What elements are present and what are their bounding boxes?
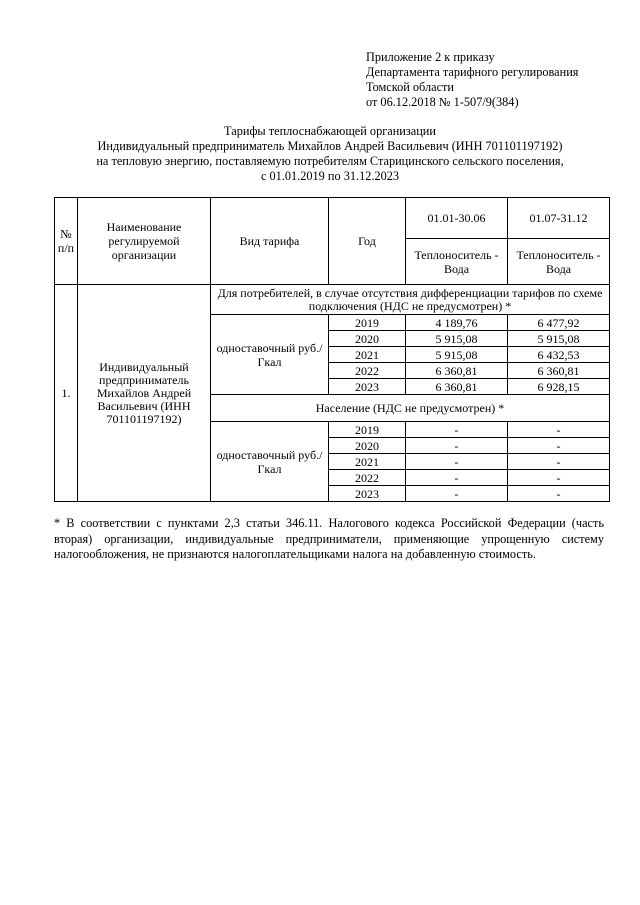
year-cell: 2020 <box>329 331 406 347</box>
header-carrier-1: Теплоноситель - Вода <box>406 239 508 285</box>
value-cell: 6 360,81 <box>508 363 610 379</box>
value-cell: - <box>508 486 610 502</box>
value-cell: - <box>508 470 610 486</box>
title-line: с 01.01.2019 по 31.12.2023 <box>260 169 400 183</box>
value-cell: 6 360,81 <box>406 363 508 379</box>
value-cell: - <box>406 470 508 486</box>
year-cell: 2023 <box>329 486 406 502</box>
appendix-line: от 06.12.2018 № 1-507/9(384) <box>366 95 519 109</box>
value-cell: 5 915,08 <box>406 331 508 347</box>
header-num: № п/п <box>55 198 78 285</box>
header-org: Наименование регулируемой организации <box>78 198 211 285</box>
appendix-line: Приложение 2 к приказу <box>366 50 495 64</box>
document-title <box>40 124 620 184</box>
tariff-type-cell: одноставочный руб./Гкал <box>211 422 329 502</box>
title-line: Тарифы теплоснабжающей организации <box>224 124 436 138</box>
header-period-1: 01.01-30.06 <box>406 198 508 239</box>
appendix-line: Томской области <box>366 80 454 94</box>
year-cell: 2019 <box>329 422 406 438</box>
title-line: на тепловую энергию, поставляемую потребителям Старицинского сельского поселения, <box>96 154 564 168</box>
year-cell: 2021 <box>329 347 406 363</box>
year-cell: 2022 <box>329 363 406 379</box>
tariff-table <box>54 197 610 502</box>
value-cell: - <box>406 422 508 438</box>
year-cell: 2019 <box>329 315 406 331</box>
year-cell: 2022 <box>329 470 406 486</box>
value-cell: 5 915,08 <box>406 347 508 363</box>
appendix-line: Департамента тарифного регулирования <box>366 65 579 79</box>
group1-label-row <box>55 285 610 315</box>
header-carrier-2: Теплоноситель - Вода <box>508 239 610 285</box>
footnote: * В соответствии с пунктами 2,3 статьи 346.11. Налогового кодекса Российской Федерации (часть вторая) организации, индивидуальные предприниматели, применяющие упрощенную систему налогообложения, не признаются налогоплательщиками налога на добавленную стоимость. <box>54 516 604 561</box>
value-cell: - <box>406 486 508 502</box>
group2-label: Население (НДС не предусмотрен) * <box>211 395 610 422</box>
year-cell: 2021 <box>329 454 406 470</box>
tariff-type-cell: одноставочный руб./Гкал <box>211 315 329 395</box>
year-cell: 2023 <box>329 379 406 395</box>
value-cell: - <box>508 454 610 470</box>
value-cell: - <box>406 438 508 454</box>
value-cell: 6 360,81 <box>406 379 508 395</box>
organization-name: Индивидуальный предприниматель Михайлов Андрей Васильевич (ИНН 701101197192) <box>78 285 211 502</box>
value-cell: - <box>508 438 610 454</box>
header-period-2: 01.07-31.12 <box>508 198 610 239</box>
value-cell: 6 432,53 <box>508 347 610 363</box>
value-cell: - <box>508 422 610 438</box>
group1-label: Для потребителей, в случае отсутствия дифференциации тарифов по схеме подключения (НДС не предусмотрен) * <box>211 285 610 315</box>
value-cell: - <box>406 454 508 470</box>
appendix-header <box>366 50 578 110</box>
value-cell: 5 915,08 <box>508 331 610 347</box>
value-cell: 6 928,15 <box>508 379 610 395</box>
value-cell: 4 189,76 <box>406 315 508 331</box>
header-tariff-type: Вид тарифа <box>211 198 329 285</box>
year-cell: 2020 <box>329 438 406 454</box>
value-cell: 6 477,92 <box>508 315 610 331</box>
table-header-row <box>55 198 610 239</box>
row-number: 1. <box>55 285 78 502</box>
header-year: Год <box>329 198 406 285</box>
title-line: Индивидуальный предприниматель Михайлов Андрей Васильевич (ИНН 701101197192) <box>97 139 563 153</box>
